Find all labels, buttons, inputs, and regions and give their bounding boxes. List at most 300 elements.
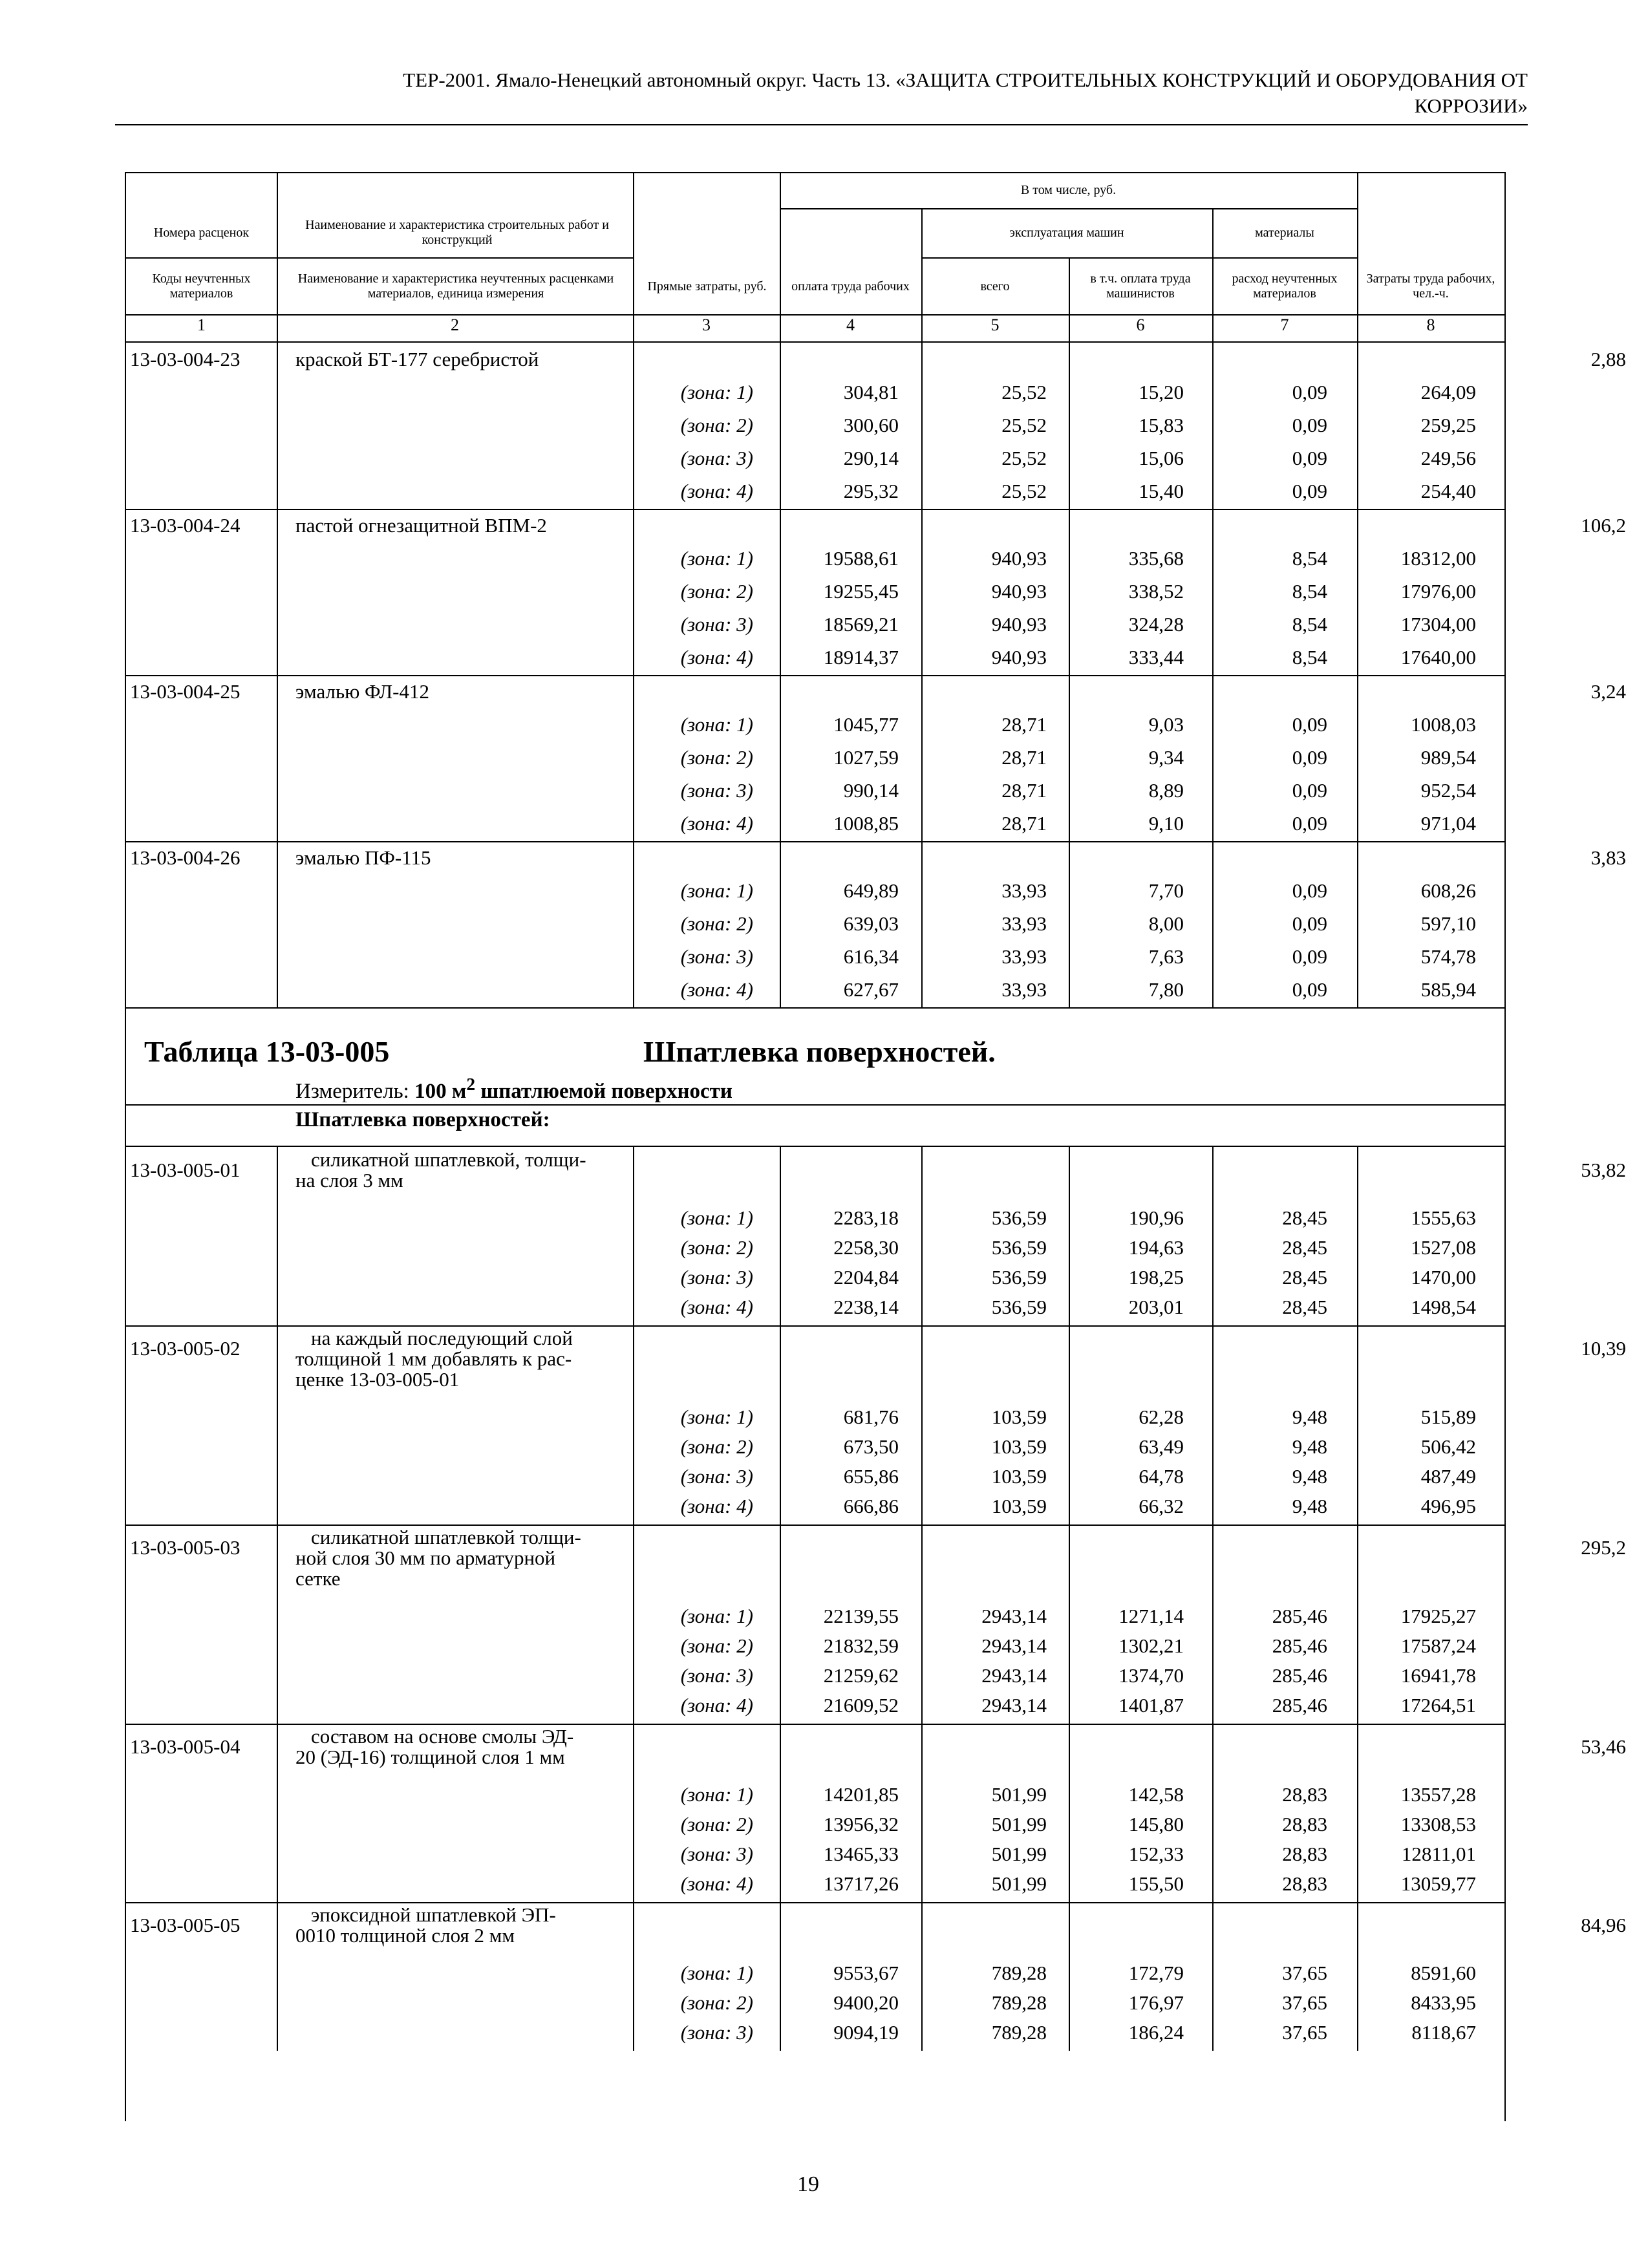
table-row <box>126 1867 1504 1900</box>
rate-name <box>295 1150 756 1191</box>
rate-name-line: 0010 толщиной слоя 2 мм <box>295 1924 515 1947</box>
rate-name-line: силикатной шпатлевкой, толщи- <box>311 1148 586 1171</box>
zone-label: (зона: 1) <box>680 381 753 403</box>
worker-pay-value: 536,59 <box>991 1296 1047 1318</box>
materials-value: 608,26 <box>1420 879 1476 902</box>
table-row <box>126 1400 1504 1433</box>
machine-total-value: 338,52 <box>1128 580 1184 603</box>
zone-label: (зона: 2) <box>680 414 753 436</box>
machine-total-value: 62,28 <box>1139 1406 1184 1428</box>
zone-label: (зона: 4) <box>680 1694 753 1717</box>
grid-vline <box>633 1147 634 1325</box>
machinist-pay-value: 0,09 <box>1292 381 1327 403</box>
worker-pay-value: 28,71 <box>1001 779 1047 802</box>
zone-label: (зона: 4) <box>680 1495 753 1517</box>
table-row <box>126 1290 1504 1323</box>
materials-value: 16941,78 <box>1400 1664 1476 1687</box>
rate-name <box>295 1905 756 1946</box>
rate-code: 13-03-005-05 <box>130 1914 241 1936</box>
materials-value: 8591,60 <box>1411 1962 1476 1984</box>
direct-cost-value: 681,76 <box>843 1406 899 1428</box>
materials-value: 585,94 <box>1420 978 1476 1001</box>
table-row <box>126 807 1504 840</box>
zone-label: (зона: 3) <box>680 1843 753 1865</box>
worker-pay-value: 940,93 <box>991 547 1047 570</box>
rate-name-line: толщиной 1 мм добавлять к рас- <box>295 1347 572 1370</box>
machine-total-value: 142,58 <box>1128 1783 1184 1806</box>
zone-label: (зона: 1) <box>680 1783 753 1806</box>
grid-vline <box>780 1524 781 1724</box>
materials-value: 1498,54 <box>1411 1296 1476 1318</box>
head-col1-bottom: Коды неучтенных материалов <box>152 272 251 301</box>
rate-code: 13-03-004-24 <box>130 514 241 537</box>
grid-vline <box>1357 1325 1358 1524</box>
grid-vline <box>1212 1902 1214 2051</box>
table-row <box>126 741 1504 774</box>
measure-value: 100 м <box>414 1080 467 1103</box>
direct-cost-value: 9400,20 <box>833 1991 899 2014</box>
labor-value: 53,46 <box>1581 1735 1626 1758</box>
rate-code: 13-03-005-02 <box>130 1337 241 1360</box>
worker-pay-value: 103,59 <box>991 1495 1047 1517</box>
labor-value: 295,2 <box>1581 1536 1626 1559</box>
machinist-pay-value: 285,46 <box>1272 1664 1327 1687</box>
worker-pay-value: 33,93 <box>1001 912 1047 935</box>
zone-label: (зона: 2) <box>680 1813 753 1835</box>
direct-cost-value: 21832,59 <box>823 1634 899 1657</box>
zone-label: (зона: 2) <box>680 746 753 769</box>
zone-label: (зона: 4) <box>680 480 753 502</box>
direct-cost-value: 673,50 <box>843 1435 899 1458</box>
materials-value: 17264,51 <box>1400 1694 1476 1717</box>
head-col2-top: Наименование и характеристика строительных работ и конструкций <box>305 218 609 247</box>
materials-value: 13059,77 <box>1400 1872 1476 1895</box>
machinist-pay-value: 28,83 <box>1282 1843 1327 1865</box>
direct-cost-value: 1045,77 <box>833 713 899 736</box>
rate-name-line: сетке <box>295 1567 341 1590</box>
materials-value: 952,54 <box>1420 779 1476 802</box>
zone-label: (зона: 2) <box>680 580 753 603</box>
machinist-pay-value: 28,45 <box>1282 1206 1327 1229</box>
zone-label: (зона: 3) <box>680 2021 753 2044</box>
head-group-including: В том числе, руб. <box>1020 182 1117 197</box>
grid-vline <box>1069 1325 1070 1524</box>
machine-total-value: 1302,21 <box>1118 1634 1184 1657</box>
machinist-pay-value: 37,65 <box>1282 1991 1327 2014</box>
worker-pay-value: 2943,14 <box>981 1664 1047 1687</box>
worker-pay-value: 940,93 <box>991 580 1047 603</box>
machine-total-value: 15,20 <box>1139 381 1184 403</box>
table-row <box>126 1599 1504 1632</box>
materials-value: 13308,53 <box>1400 1813 1476 1835</box>
materials-value: 12811,01 <box>1401 1843 1476 1865</box>
table-row <box>126 542 1504 575</box>
grid-hline <box>126 1146 1504 1147</box>
table-row <box>126 475 1504 508</box>
grid-vline <box>277 1147 278 1325</box>
machinist-pay-value: 0,09 <box>1292 812 1327 835</box>
direct-cost-value: 13717,26 <box>823 1872 899 1895</box>
machine-total-value: 8,89 <box>1148 779 1184 802</box>
machine-total-value: 66,32 <box>1139 1495 1184 1517</box>
worker-pay-value: 33,93 <box>1001 945 1047 968</box>
materials-value: 989,54 <box>1420 746 1476 769</box>
zone-label: (зона: 3) <box>680 1465 753 1488</box>
machinist-pay-value: 0,09 <box>1292 945 1327 968</box>
rate-code: 13-03-004-23 <box>130 348 241 370</box>
rate-name: эмалью ФЛ-412 <box>295 680 429 703</box>
rates-table <box>125 172 1626 2121</box>
colnum-3: 3 <box>702 316 711 334</box>
machine-total-value: 1374,70 <box>1118 1664 1184 1687</box>
machinist-pay-value: 37,65 <box>1282 2021 1327 2044</box>
machine-total-value: 152,33 <box>1128 1843 1184 1865</box>
grid-vline <box>921 1147 923 1325</box>
table-row <box>126 1689 1504 1722</box>
measure-rest: шпатлюемой поверхности <box>480 1080 733 1103</box>
machine-total-value: 333,44 <box>1128 646 1184 669</box>
header-line-1: ТЕР-2001. Ямало-Ненецкий автономный округ. Часть 13. «ЗАЩИТА СТРОИТЕЛЬНЫХ КОНСТРУКЦИЙ И ОБОРУДОВАНИЯ ОТ <box>403 69 1528 91</box>
zone-label: (зона: 1) <box>680 1605 753 1627</box>
grid-vline <box>633 343 634 509</box>
table-row <box>126 442 1504 475</box>
zone-label: (зона: 3) <box>680 1664 753 1687</box>
direct-cost-value: 19588,61 <box>823 547 899 570</box>
grid-vline <box>1212 1325 1214 1524</box>
zone-label: (зона: 2) <box>680 1435 753 1458</box>
table-row <box>126 708 1504 741</box>
zone-label: (зона: 1) <box>680 1206 753 1229</box>
rate-name: пастой огнезащитной ВПМ-2 <box>295 514 547 537</box>
machinist-pay-value: 9,48 <box>1292 1406 1327 1428</box>
materials-value: 17925,27 <box>1400 1605 1476 1627</box>
zone-label: (зона: 1) <box>680 1406 753 1428</box>
grid-vline <box>277 509 278 675</box>
materials-value: 8433,95 <box>1411 1991 1476 2014</box>
grid-vline <box>780 675 781 841</box>
worker-pay-value: 536,59 <box>991 1236 1047 1259</box>
worker-pay-value: 25,52 <box>1001 447 1047 469</box>
zone-label: (зона: 1) <box>680 879 753 902</box>
head-col6: в т.ч. оплата труда машинистов <box>1090 272 1191 301</box>
worker-pay-value: 103,59 <box>991 1435 1047 1458</box>
machinist-pay-value: 0,09 <box>1292 713 1327 736</box>
colnum-5: 5 <box>990 316 1000 334</box>
labor-value: 3,83 <box>1590 846 1626 869</box>
table-row <box>126 1460 1504 1493</box>
materials-value: 1008,03 <box>1411 713 1476 736</box>
materials-value: 597,10 <box>1420 912 1476 935</box>
grid-vline <box>633 1524 634 1724</box>
direct-cost-value: 19255,45 <box>823 580 899 603</box>
machinist-pay-value: 37,65 <box>1282 1962 1327 1984</box>
direct-cost-value: 2204,84 <box>833 1266 899 1289</box>
machine-total-value: 7,63 <box>1148 945 1184 968</box>
machine-total-value: 176,97 <box>1128 1991 1184 2014</box>
materials-value: 496,95 <box>1420 1495 1476 1517</box>
worker-pay-value: 33,93 <box>1001 978 1047 1001</box>
materials-value: 1555,63 <box>1411 1206 1476 1229</box>
worker-pay-value: 789,28 <box>991 1991 1047 2014</box>
machine-total-value: 203,01 <box>1128 1296 1184 1318</box>
table-row <box>126 774 1504 807</box>
grid-vline <box>780 343 781 509</box>
worker-pay-value: 789,28 <box>991 2021 1047 2044</box>
table2-measure <box>295 1074 733 1104</box>
grid-vline <box>921 1724 923 1902</box>
grid-vline <box>780 509 781 675</box>
grid-vline <box>277 343 278 509</box>
grid-vline <box>1357 841 1358 1007</box>
head-group-materials: материалы <box>1255 225 1314 240</box>
colnum-1: 1 <box>197 316 206 334</box>
rate-code: 13-03-005-04 <box>130 1735 241 1758</box>
grid-vline <box>633 675 634 841</box>
direct-cost-value: 304,81 <box>843 381 899 403</box>
colnum-2: 2 <box>451 316 459 334</box>
machinist-pay-value: 0,09 <box>1292 746 1327 769</box>
grid-vline <box>633 841 634 1007</box>
grid-vline <box>1212 1147 1214 1325</box>
direct-cost-value: 2283,18 <box>833 1206 899 1229</box>
direct-cost-value: 666,86 <box>843 1495 899 1517</box>
worker-pay-value: 25,52 <box>1001 414 1047 436</box>
head-col2-bottom: Наименование и характеристика неучтенных расценками материалов, единица измерения <box>297 272 614 301</box>
materials-value: 17587,24 <box>1400 1634 1476 1657</box>
materials-value: 574,78 <box>1420 945 1476 968</box>
grid-vline <box>1357 1902 1358 2051</box>
direct-cost-value: 655,86 <box>843 1465 899 1488</box>
materials-value: 1470,00 <box>1411 1266 1476 1289</box>
zone-label: (зона: 3) <box>680 779 753 802</box>
table2-section: Шпатлевка поверхностей: <box>295 1108 550 1131</box>
worker-pay-value: 501,99 <box>991 1843 1047 1865</box>
zone-label: (зона: 2) <box>680 912 753 935</box>
table2-subject: Шпатлевка поверхностей. <box>643 1035 996 1068</box>
machine-total-value: 9,03 <box>1148 713 1184 736</box>
zone-label: (зона: 3) <box>680 945 753 968</box>
header-rule <box>115 124 1528 125</box>
grid-vline <box>921 509 923 675</box>
table-row <box>126 874 1504 907</box>
grid-vline <box>1357 1147 1358 1325</box>
materials-value: 515,89 <box>1420 1406 1476 1428</box>
grid-vline <box>921 1902 923 2051</box>
materials-value: 8118,67 <box>1411 2021 1476 2044</box>
direct-cost-value: 990,14 <box>843 779 899 802</box>
machine-total-value: 9,10 <box>1148 812 1184 835</box>
machinist-pay-value: 9,48 <box>1292 1495 1327 1517</box>
grid-vline <box>1069 1147 1070 1325</box>
grid-vline <box>1212 1724 1214 1902</box>
grid-vline <box>1212 1524 1214 1724</box>
page-number: 19 <box>797 2172 819 2196</box>
head-col5: всего <box>980 279 1010 294</box>
table-row <box>126 1201 1504 1234</box>
worker-pay-value: 940,93 <box>991 646 1047 669</box>
table-row <box>126 907 1504 940</box>
colnum-7: 7 <box>1280 316 1289 334</box>
grid-vline <box>633 509 634 675</box>
materials-value: 254,40 <box>1420 480 1476 502</box>
zone-label: (зона: 1) <box>680 547 753 570</box>
table-row <box>126 2016 1504 2049</box>
table-row <box>126 1808 1504 1841</box>
rate-name <box>295 1527 756 1589</box>
rate-name-line: составом на основе смолы ЭД- <box>311 1725 574 1748</box>
direct-cost-value: 13465,33 <box>823 1843 899 1865</box>
machine-total-value: 190,96 <box>1128 1206 1184 1229</box>
head-col4: оплата труда рабочих <box>791 279 910 294</box>
worker-pay-value: 28,71 <box>1001 713 1047 736</box>
machine-total-value: 324,28 <box>1128 613 1184 636</box>
machinist-pay-value: 285,46 <box>1272 1634 1327 1657</box>
table-row <box>126 940 1504 973</box>
grid-vline <box>1357 675 1358 841</box>
materials-value: 249,56 <box>1420 447 1476 469</box>
machinist-pay-value: 28,83 <box>1282 1872 1327 1895</box>
rate-name-line: на слоя 3 мм <box>295 1169 403 1192</box>
table-row <box>126 1629 1504 1662</box>
worker-pay-value: 501,99 <box>991 1813 1047 1835</box>
direct-cost-value: 9094,19 <box>833 2021 899 2044</box>
grid-vline <box>1069 1524 1070 1724</box>
table2-title: Таблица 13-03-005 <box>144 1035 390 1068</box>
grid-vline <box>633 1724 634 1902</box>
table-row <box>126 608 1504 641</box>
worker-pay-value: 28,71 <box>1001 812 1047 835</box>
worker-pay-value: 28,71 <box>1001 746 1047 769</box>
rate-code: 13-03-004-26 <box>130 846 241 869</box>
worker-pay-value: 103,59 <box>991 1465 1047 1488</box>
machine-total-value: 198,25 <box>1128 1266 1184 1289</box>
machine-total-value: 335,68 <box>1128 547 1184 570</box>
machinist-pay-value: 28,83 <box>1282 1783 1327 1806</box>
worker-pay-value: 25,52 <box>1001 381 1047 403</box>
direct-cost-value: 616,34 <box>843 945 899 968</box>
grid-vline <box>921 343 923 509</box>
machinist-pay-value: 8,54 <box>1292 613 1327 636</box>
zone-label: (зона: 4) <box>680 646 753 669</box>
labor-value: 106,2 <box>1581 514 1626 537</box>
table-row <box>126 1778 1504 1811</box>
worker-pay-value: 2943,14 <box>981 1605 1047 1627</box>
head-col1-top: Номера расценок <box>153 225 250 240</box>
grid-vline <box>780 1147 781 1325</box>
rate-name-line: 20 (ЭД-16) толщиной слоя 1 мм <box>295 1746 565 1768</box>
table-row <box>126 1659 1504 1692</box>
grid-vline <box>277 841 278 1007</box>
grid-vline <box>1357 509 1358 675</box>
labor-value: 10,39 <box>1581 1337 1626 1360</box>
zone-label: (зона: 4) <box>680 1872 753 1895</box>
grid-vline <box>1069 509 1070 675</box>
grid-vline <box>921 1325 923 1524</box>
measure-sup: 2 <box>466 1074 476 1094</box>
rate-name: эмалью ПФ-115 <box>295 846 431 869</box>
rate-code: 13-03-004-25 <box>130 680 241 703</box>
zone-label: (зона: 3) <box>680 613 753 636</box>
direct-cost-value: 2238,14 <box>833 1296 899 1318</box>
table-row <box>126 973 1504 1006</box>
machine-total-value: 15,40 <box>1139 480 1184 502</box>
zone-label: (зона: 1) <box>680 1962 753 1984</box>
rate-name-line: на каждый последующий слой <box>311 1327 573 1349</box>
machine-total-value: 7,70 <box>1148 879 1184 902</box>
zone-label: (зона: 2) <box>680 1634 753 1657</box>
worker-pay-value: 501,99 <box>991 1872 1047 1895</box>
zone-label: (зона: 3) <box>680 447 753 469</box>
machinist-pay-value: 28,83 <box>1282 1813 1327 1835</box>
machinist-pay-value: 0,09 <box>1292 414 1327 436</box>
materials-value: 17976,00 <box>1400 580 1476 603</box>
machinist-pay-value: 0,09 <box>1292 447 1327 469</box>
colnum-8: 8 <box>1426 316 1435 334</box>
grid-vline <box>780 1724 781 1902</box>
materials-value: 506,42 <box>1420 1435 1476 1458</box>
table-row <box>126 1231 1504 1264</box>
rate-name-line: ной слоя 30 мм по арматурной <box>295 1546 556 1569</box>
worker-pay-value: 103,59 <box>991 1406 1047 1428</box>
grid-vline <box>780 1325 781 1524</box>
materials-value: 259,25 <box>1420 414 1476 436</box>
machinist-pay-value: 28,45 <box>1282 1296 1327 1318</box>
rate-name: краской БТ-177 серебристой <box>295 348 539 370</box>
page-header <box>115 67 1528 125</box>
machinist-pay-value: 8,54 <box>1292 547 1327 570</box>
labor-value: 2,88 <box>1590 348 1626 370</box>
machine-total-value: 194,63 <box>1128 1236 1184 1259</box>
worker-pay-value: 25,52 <box>1001 480 1047 502</box>
grid-vline <box>921 1524 923 1724</box>
materials-value: 18312,00 <box>1400 547 1476 570</box>
machinist-pay-value: 0,09 <box>1292 779 1327 802</box>
direct-cost-value: 13956,32 <box>823 1813 899 1835</box>
worker-pay-value: 2943,14 <box>981 1634 1047 1657</box>
labor-value: 84,96 <box>1581 1914 1626 1936</box>
rate-name <box>295 1726 756 1768</box>
grid-vline <box>1212 675 1214 841</box>
grid-vline <box>780 841 781 1007</box>
grid-vline <box>277 1325 278 1524</box>
zone-label: (зона: 4) <box>680 978 753 1001</box>
direct-cost-value: 9553,67 <box>833 1962 899 1984</box>
materials-value: 17304,00 <box>1400 613 1476 636</box>
direct-cost-value: 1027,59 <box>833 746 899 769</box>
worker-pay-value: 789,28 <box>991 1962 1047 1984</box>
grid-vline <box>1357 1724 1358 1902</box>
machine-total-value: 172,79 <box>1128 1962 1184 1984</box>
grid-vline <box>1357 1524 1358 1724</box>
grid-vline <box>1069 343 1070 509</box>
machinist-pay-value: 285,46 <box>1272 1605 1327 1627</box>
worker-pay-value: 33,93 <box>1001 879 1047 902</box>
direct-cost-value: 22139,55 <box>823 1605 899 1627</box>
grid-vline <box>921 675 923 841</box>
table-row <box>126 1837 1504 1870</box>
materials-value: 971,04 <box>1420 812 1476 835</box>
direct-cost-value: 18914,37 <box>823 646 899 669</box>
materials-value: 17640,00 <box>1400 646 1476 669</box>
materials-value: 1527,08 <box>1411 1236 1476 1259</box>
direct-cost-value: 21609,52 <box>823 1694 899 1717</box>
head-col3: Прямые затраты, руб. <box>647 279 767 294</box>
machine-total-value: 1271,14 <box>1118 1605 1184 1627</box>
table-row <box>126 1261 1504 1294</box>
zone-label: (зона: 2) <box>680 1236 753 1259</box>
grid-hline <box>126 1104 1504 1106</box>
table-row <box>126 675 1626 708</box>
